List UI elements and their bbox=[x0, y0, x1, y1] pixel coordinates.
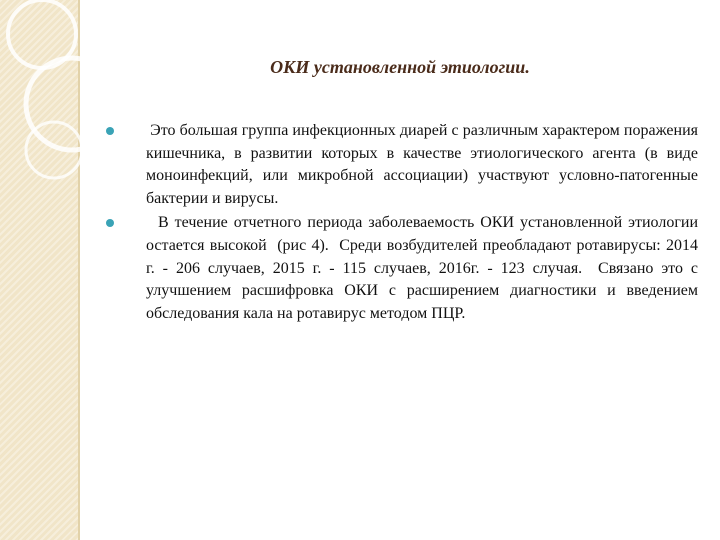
slide-title: ОКИ установленной этиологии. bbox=[270, 57, 530, 77]
bullet-item bbox=[122, 212, 706, 325]
bullet-icon bbox=[106, 127, 114, 135]
bullet-list bbox=[122, 120, 706, 327]
bullet-text: Это большая группа инфекционных диарей с различным характером поражения кишечника, в развитии которых в качестве этиологического агента (в виде моноинфекций, или микробной ассоциации) участвуют условно-патогенные бактерии и вирусы. bbox=[146, 122, 702, 207]
decorative-circles bbox=[0, 0, 130, 220]
bullet-item bbox=[122, 120, 702, 210]
bullet-text: В течение отчетного периода заболеваемость ОКИ установленной этиологии остается высокой (рис 4). Среди возбудителей преобладают ротавирусы: 2014 г. - 206 случаев, 2015 г. - 115 случаев, 2016г. - 123 случая. Связано это с улучшением расшифровка ОКИ с расширением диагностики и введением обследования кала на ротавирус методом ПЦР. bbox=[146, 214, 706, 322]
bullet-icon bbox=[106, 219, 114, 227]
